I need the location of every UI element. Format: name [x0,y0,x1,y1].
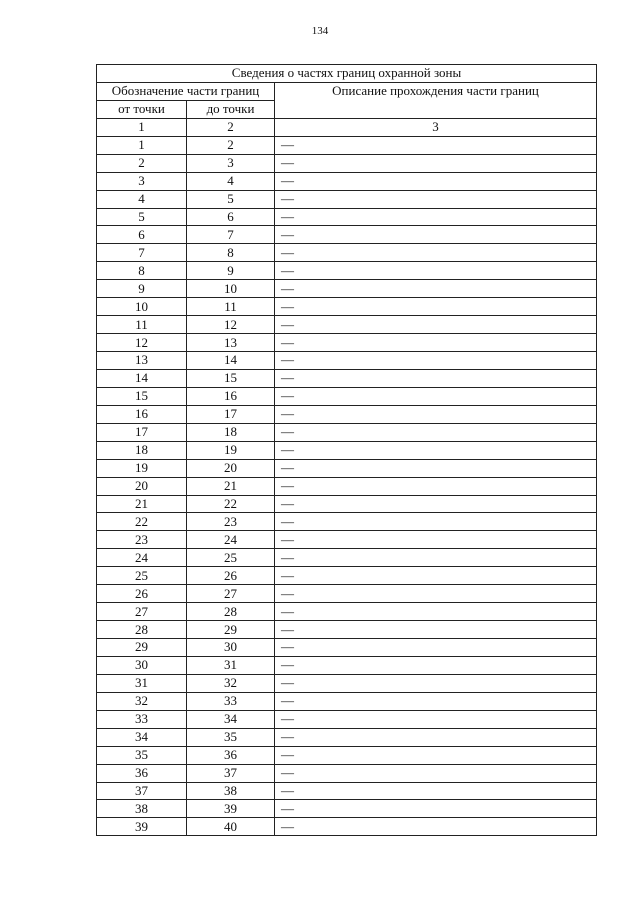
to-point-cell: 11 [187,298,275,316]
from-point-cell: 30 [97,656,187,674]
from-point-cell: 6 [97,226,187,244]
from-point-cell: 8 [97,262,187,280]
to-point-header: до точки [187,100,275,118]
description-cell: — [275,674,597,692]
table-row [97,621,597,639]
to-point-cell: 40 [187,818,275,836]
description-cell: — [275,495,597,513]
column-number-row [97,118,597,136]
table-row [97,674,597,692]
table-row [97,154,597,172]
to-point-cell: 10 [187,280,275,298]
to-point-cell: 34 [187,710,275,728]
to-point-cell: 19 [187,441,275,459]
from-point-cell: 25 [97,567,187,585]
page-number: 134 [311,25,329,37]
description-cell: — [275,369,597,387]
description-cell: — [275,441,597,459]
description-cell: — [275,208,597,226]
description-cell: — [275,477,597,495]
table-row [97,172,597,190]
column-number-2: 2 [187,118,275,136]
boundary-parts-table [96,64,597,836]
from-point-cell: 11 [97,316,187,334]
table-row [97,369,597,387]
description-cell: — [275,190,597,208]
description-cell: — [275,352,597,370]
to-point-cell: 25 [187,549,275,567]
from-point-cell: 23 [97,531,187,549]
description-cell: — [275,621,597,639]
description-cell: — [275,710,597,728]
table-row [97,710,597,728]
to-point-cell: 30 [187,639,275,657]
description-cell: — [275,513,597,531]
description-cell: — [275,639,597,657]
from-point-cell: 2 [97,154,187,172]
from-point-cell: 12 [97,334,187,352]
description-cell: — [275,549,597,567]
description-cell: — [275,298,597,316]
from-point-cell: 16 [97,405,187,423]
table-row [97,477,597,495]
to-point-cell: 12 [187,316,275,334]
from-point-cell: 21 [97,495,187,513]
from-point-cell: 33 [97,710,187,728]
description-cell: — [275,818,597,836]
from-point-cell: 15 [97,387,187,405]
table-row [97,298,597,316]
to-point-cell: 13 [187,334,275,352]
from-point-cell: 35 [97,746,187,764]
from-point-cell: 31 [97,674,187,692]
from-point-cell: 20 [97,477,187,495]
table-row [97,405,597,423]
table-row [97,782,597,800]
to-point-cell: 14 [187,352,275,370]
table-row [97,656,597,674]
table-row [97,549,597,567]
to-point-cell: 26 [187,567,275,585]
to-point-cell: 20 [187,459,275,477]
table-title: Сведения о частях границ охранной зоны [97,65,597,83]
table-row [97,262,597,280]
to-point-cell: 18 [187,423,275,441]
description-cell: — [275,154,597,172]
from-point-cell: 9 [97,280,187,298]
from-point-cell: 24 [97,549,187,567]
description-cell: — [275,334,597,352]
from-point-cell: 29 [97,639,187,657]
header-row [97,82,597,100]
to-point-cell: 2 [187,136,275,154]
to-point-cell: 37 [187,764,275,782]
table-row [97,226,597,244]
from-point-cell: 32 [97,692,187,710]
table-row [97,531,597,549]
table-row [97,639,597,657]
to-point-cell: 21 [187,477,275,495]
table-row [97,208,597,226]
table-row [97,280,597,298]
table-row [97,441,597,459]
to-point-cell: 15 [187,369,275,387]
from-point-cell: 10 [97,298,187,316]
to-point-cell: 22 [187,495,275,513]
table-row [97,728,597,746]
to-point-cell: 38 [187,782,275,800]
description-cell: — [275,656,597,674]
description-cell: — [275,585,597,603]
description-cell: — [275,280,597,298]
from-point-cell: 36 [97,764,187,782]
to-point-cell: 5 [187,190,275,208]
description-header: Описание прохождения части границ [275,82,597,118]
description-cell: — [275,244,597,262]
from-point-cell: 7 [97,244,187,262]
to-point-cell: 17 [187,405,275,423]
to-point-cell: 35 [187,728,275,746]
to-point-cell: 8 [187,244,275,262]
table-row [97,136,597,154]
to-point-cell: 33 [187,692,275,710]
table-row [97,495,597,513]
from-point-cell: 28 [97,621,187,639]
to-point-cell: 32 [187,674,275,692]
from-point-cell: 14 [97,369,187,387]
description-cell: — [275,782,597,800]
description-cell: — [275,423,597,441]
from-point-cell: 13 [97,352,187,370]
from-point-header: от точки [97,100,187,118]
table-row [97,513,597,531]
from-point-cell: 1 [97,136,187,154]
from-point-cell: 34 [97,728,187,746]
to-point-cell: 24 [187,531,275,549]
from-point-cell: 26 [97,585,187,603]
table-row [97,190,597,208]
description-cell: — [275,692,597,710]
to-point-cell: 16 [187,387,275,405]
description-cell: — [275,764,597,782]
to-point-cell: 39 [187,800,275,818]
description-cell: — [275,262,597,280]
to-point-cell: 31 [187,656,275,674]
from-point-cell: 19 [97,459,187,477]
table-row [97,387,597,405]
from-point-cell: 4 [97,190,187,208]
description-cell: — [275,405,597,423]
from-point-cell: 5 [97,208,187,226]
from-point-cell: 17 [97,423,187,441]
to-point-cell: 28 [187,603,275,621]
group-header: Обозначение части границ [97,82,275,100]
description-cell: — [275,567,597,585]
column-number-1: 1 [97,118,187,136]
to-point-cell: 7 [187,226,275,244]
to-point-cell: 23 [187,513,275,531]
from-point-cell: 3 [97,172,187,190]
from-point-cell: 39 [97,818,187,836]
description-cell: — [275,316,597,334]
to-point-cell: 4 [187,172,275,190]
description-cell: — [275,136,597,154]
table-row [97,316,597,334]
to-point-cell: 36 [187,746,275,764]
to-point-cell: 27 [187,585,275,603]
to-point-cell: 3 [187,154,275,172]
table-row [97,746,597,764]
from-point-cell: 38 [97,800,187,818]
table-row [97,603,597,621]
table-row [97,585,597,603]
to-point-cell: 29 [187,621,275,639]
from-point-cell: 27 [97,603,187,621]
table-row [97,692,597,710]
table-row [97,764,597,782]
description-cell: — [275,800,597,818]
table-row [97,818,597,836]
table-row [97,244,597,262]
table-row [97,334,597,352]
description-cell: — [275,172,597,190]
table-row [97,352,597,370]
description-cell: — [275,226,597,244]
from-point-cell: 22 [97,513,187,531]
description-cell: — [275,728,597,746]
column-number-3: 3 [275,118,597,136]
to-point-cell: 9 [187,262,275,280]
from-point-cell: 18 [97,441,187,459]
description-cell: — [275,531,597,549]
table-row [97,423,597,441]
table-title-row [97,65,597,83]
description-cell: — [275,459,597,477]
description-cell: — [275,387,597,405]
table-row [97,800,597,818]
table-row [97,459,597,477]
to-point-cell: 6 [187,208,275,226]
description-cell: — [275,746,597,764]
description-cell: — [275,603,597,621]
table-row [97,567,597,585]
from-point-cell: 37 [97,782,187,800]
